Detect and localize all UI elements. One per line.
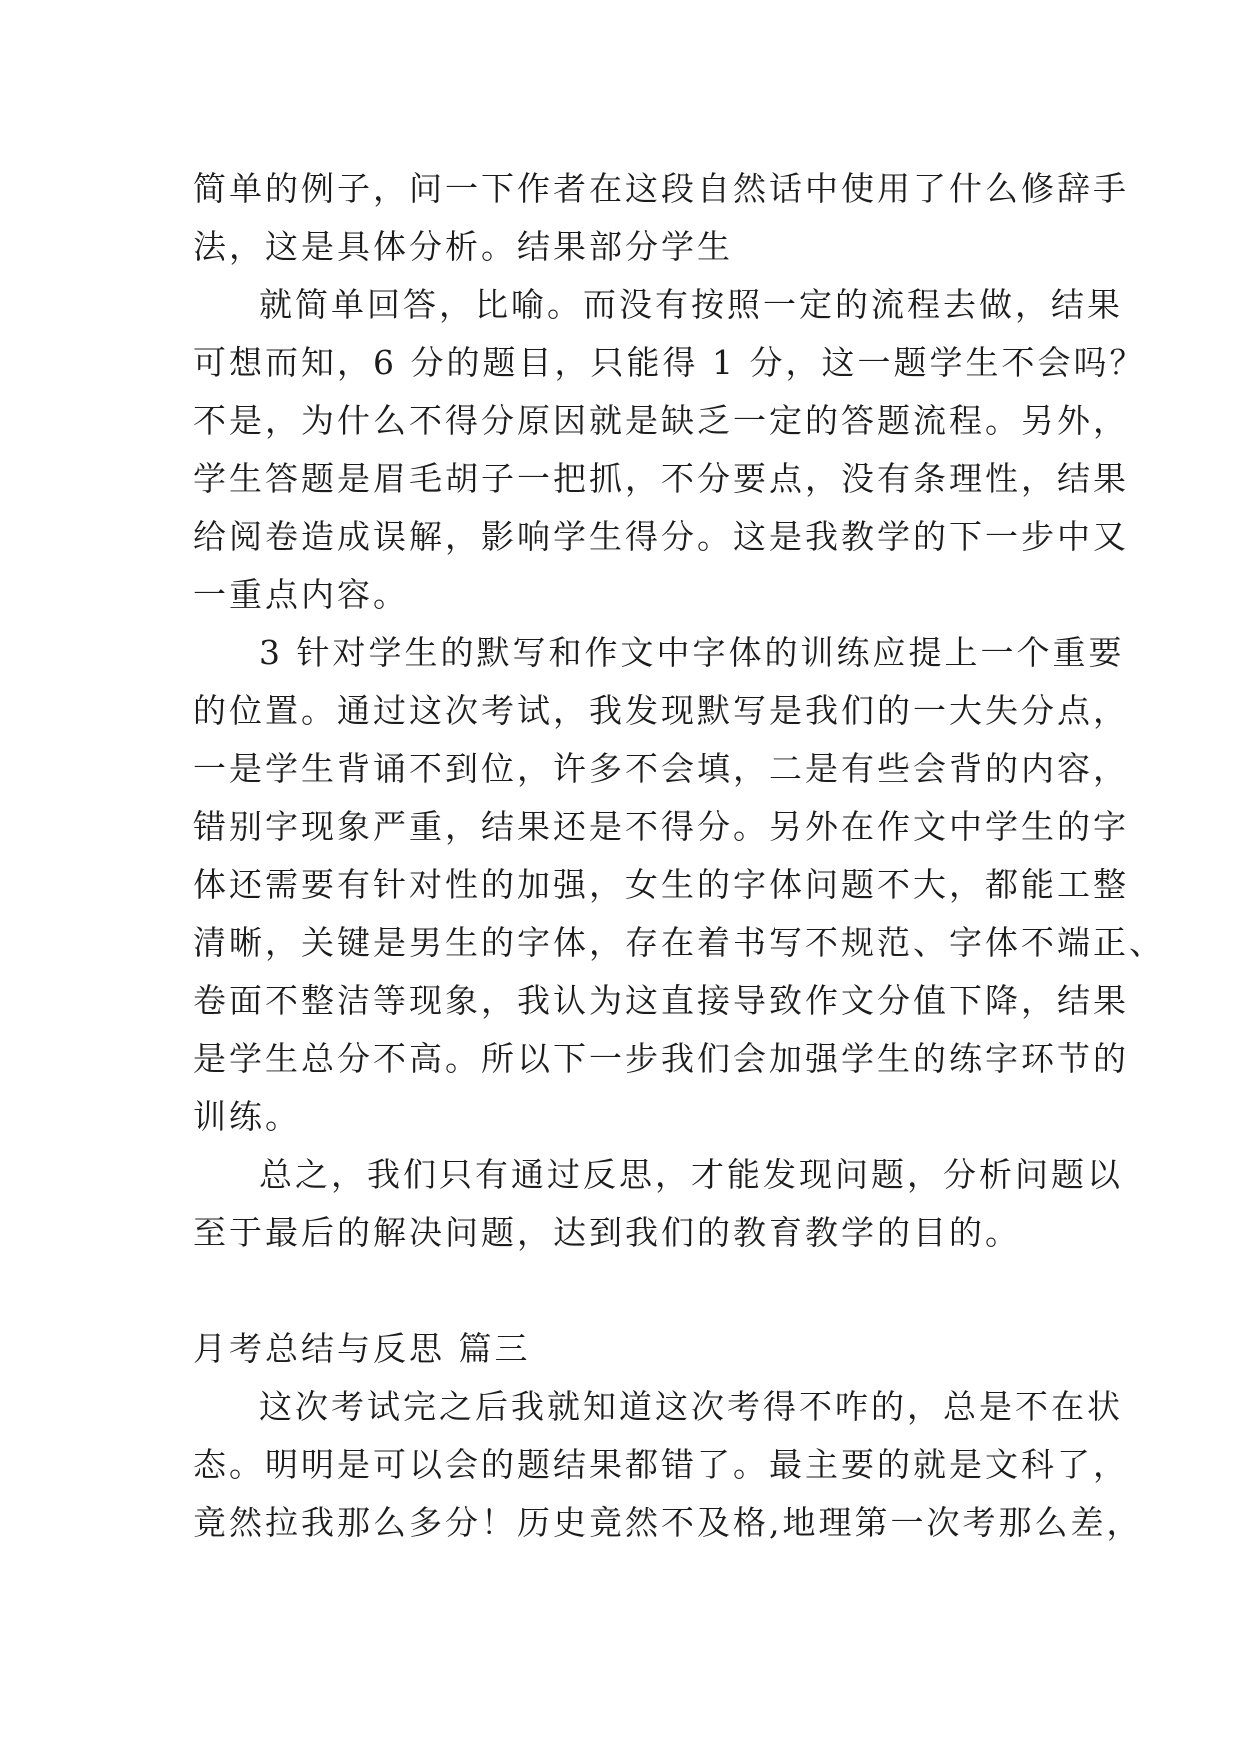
paragraph-first-line: 总之，我们只有通过反思，才能发现问题，分析问题以 — [259, 1155, 1123, 1194]
text-line: 卷面不整洁等现象，我认为这直接导致作文分值下降，结果 — [193, 981, 1129, 1020]
text-line: 一是学生背诵不到位，许多不会填，二是有些会背的内容， — [193, 749, 1129, 788]
text-line: 学生答题是眉毛胡子一把抓，不分要点，没有条理性，结果 — [193, 459, 1129, 498]
paragraph-first-line: 就简单回答，比喻。而没有按照一定的流程去做，结果 — [259, 285, 1123, 324]
text-line: 法，这是具体分析。结果部分学生 — [193, 227, 733, 266]
section-heading: 月考总结与反思 篇三 — [193, 1329, 531, 1368]
text-line: 训练。 — [193, 1097, 301, 1136]
document-body — [193, 160, 1165, 1552]
text-line: 给阅卷造成误解，影响学生得分。这是我教学的下一步中又 — [193, 517, 1129, 556]
paragraph-first-line: 这次考试完之后我就知道这次考得不咋的，总是不在状 — [259, 1387, 1123, 1426]
text-line: 至于最后的解决问题，达到我们的教育教学的目的。 — [193, 1213, 1021, 1252]
text-line: 一重点内容。 — [193, 575, 409, 614]
text-line: 可想而知，6 分的题目，只能得 1 分，这一题学生不会吗？ — [193, 343, 1146, 382]
text-line: 态。明明是可以会的题结果都错了。最主要的就是文科了， — [193, 1445, 1129, 1484]
text-line: 简单的例子，问一下作者在这段自然话中使用了什么修辞手 — [193, 169, 1129, 208]
section-spacer — [193, 1262, 1053, 1320]
text-line: 清晰，关键是男生的字体，存在着书写不规范、字体不端正、 — [193, 923, 1165, 962]
text-line: 的位置。通过这次考试，我发现默写是我们的一大失分点， — [193, 691, 1129, 730]
paragraph-first-line: 3 针对学生的默写和作文中字体的训练应提上一个重要 — [259, 633, 1125, 672]
text-line: 体还需要有针对性的加强，女生的字体问题不大，都能工整 — [193, 865, 1129, 904]
text-line: 错别字现象严重，结果还是不得分。另外在作文中学生的字 — [193, 807, 1129, 846]
text-line: 不是，为什么不得分原因就是缺乏一定的答题流程。另外， — [193, 401, 1129, 440]
text-line: 是学生总分不高。所以下一步我们会加强学生的练字环节的 — [193, 1039, 1129, 1078]
text-line: 竟然拉我那么多分！历史竟然不及格,地理第一次考那么差， — [193, 1503, 1143, 1542]
